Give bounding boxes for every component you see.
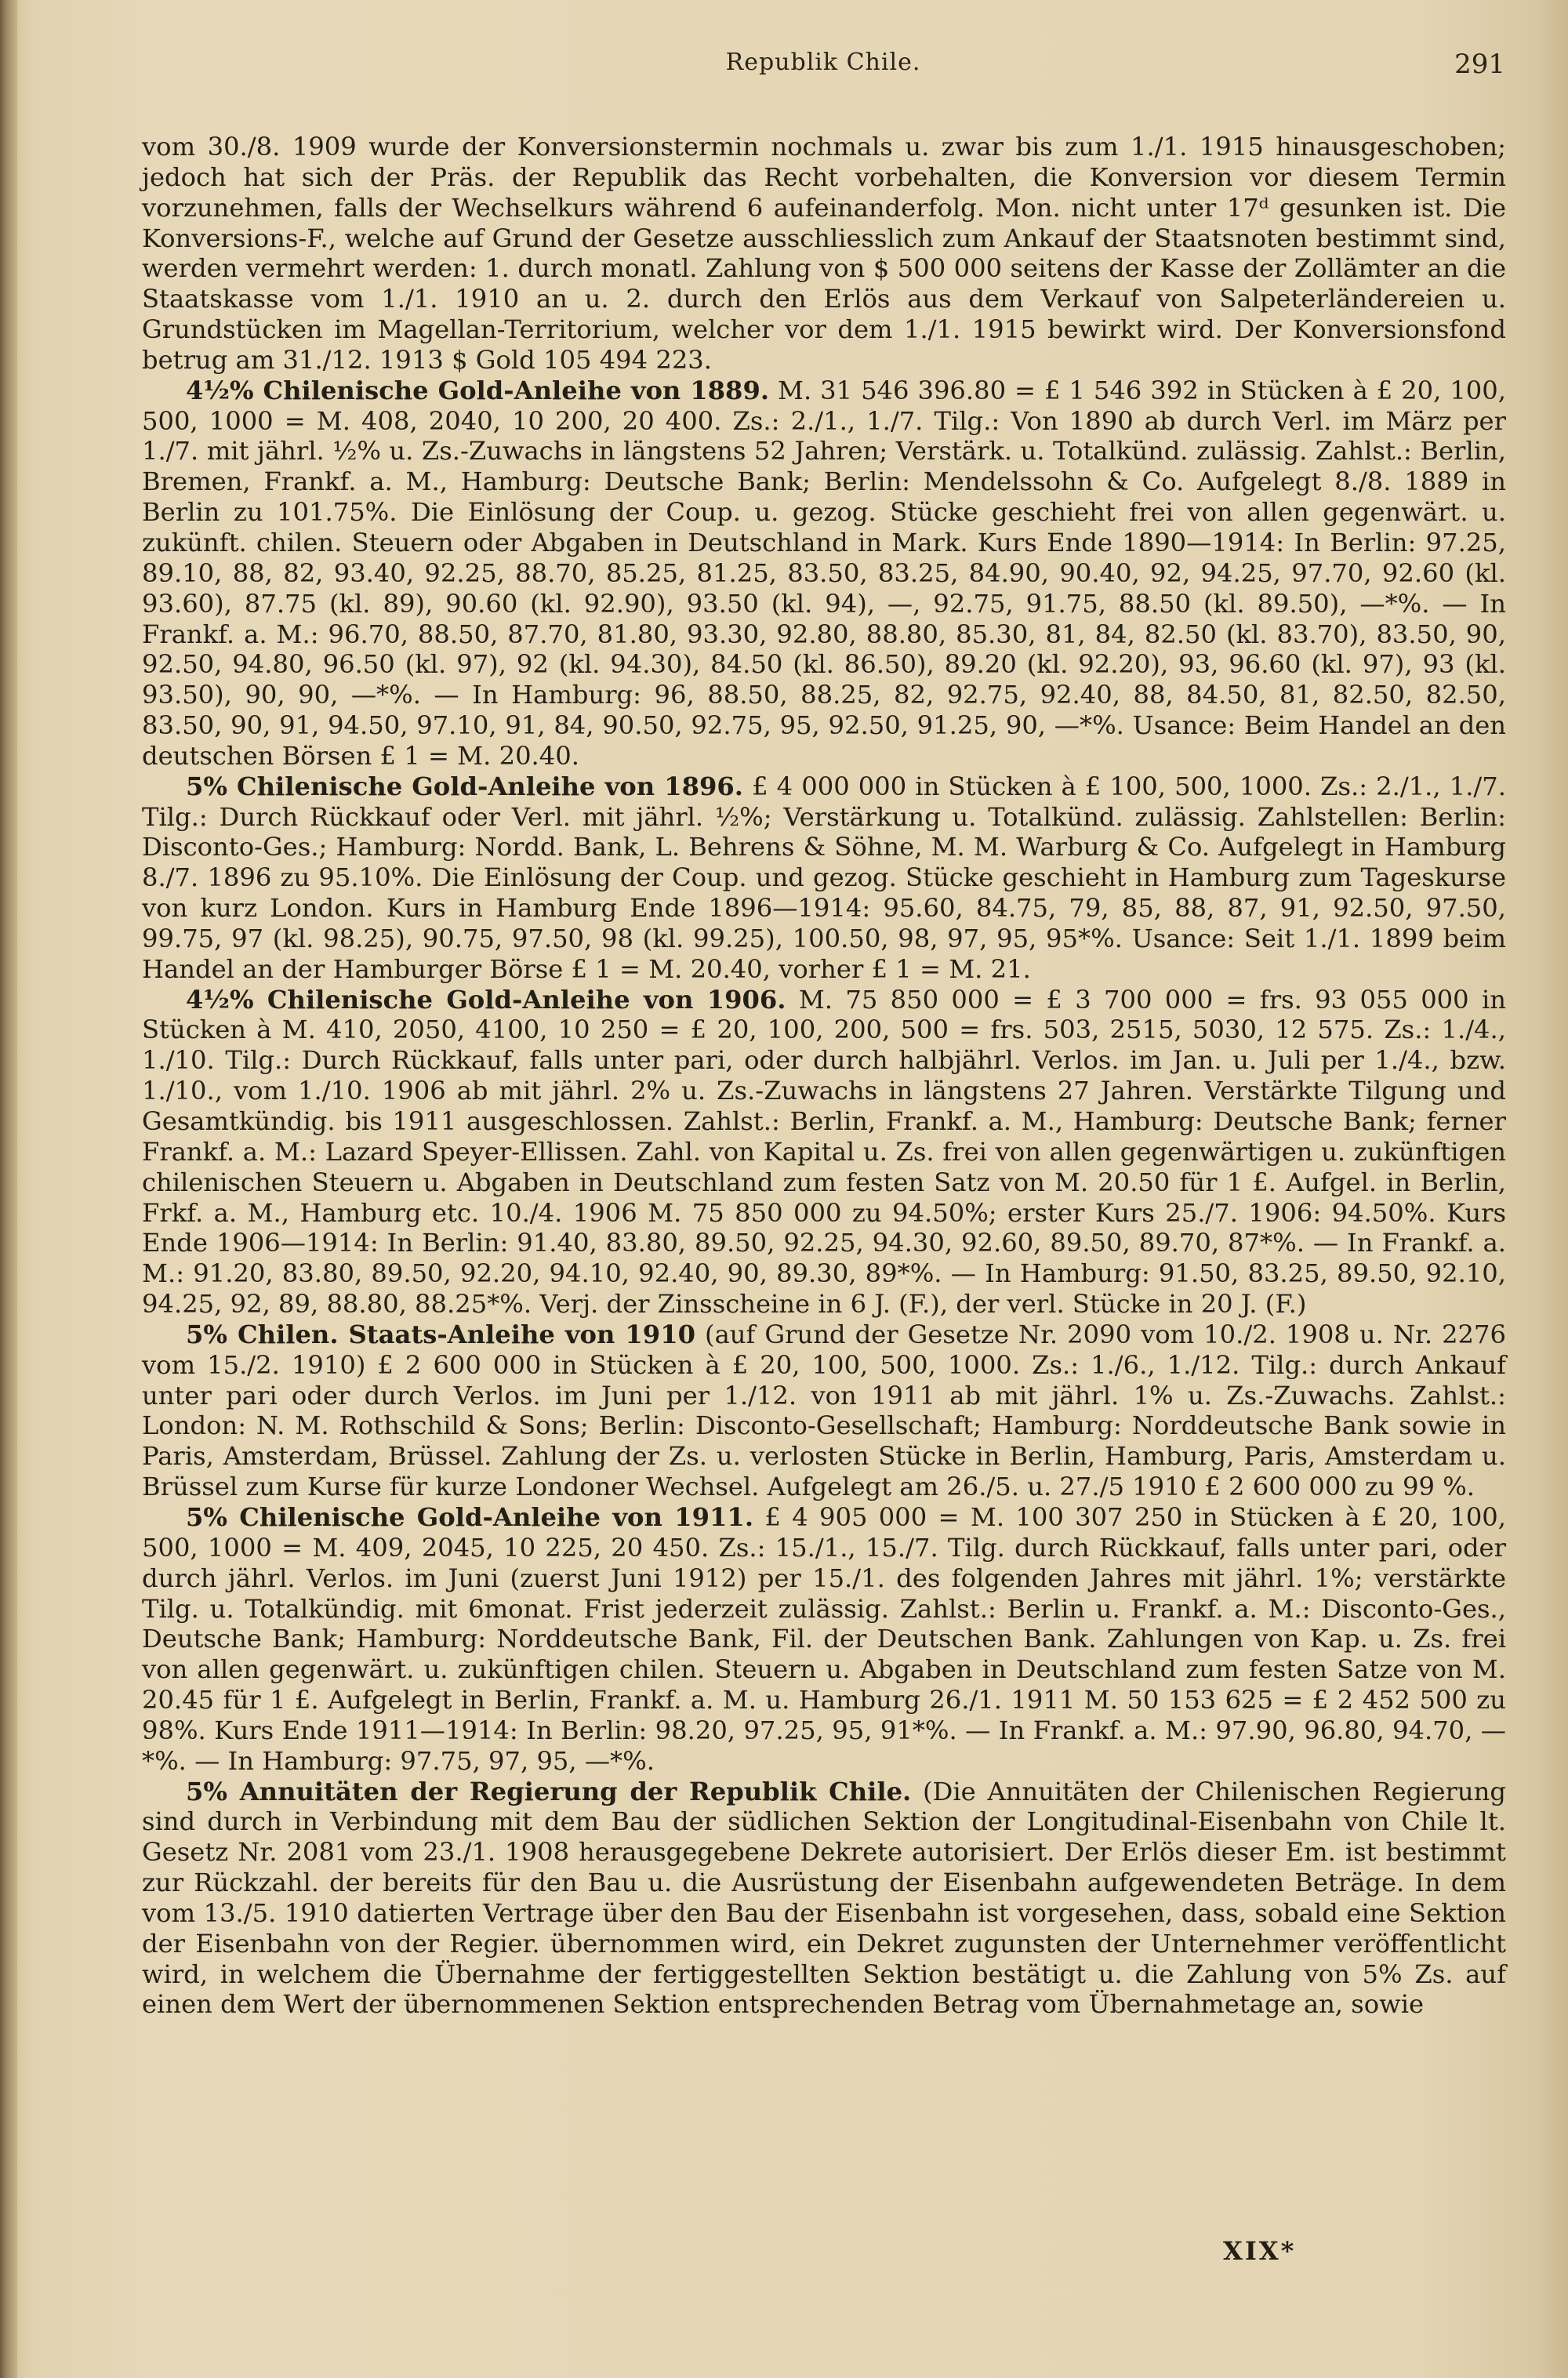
paragraph-loan-1896 <box>142 771 1506 985</box>
paragraph-loan-1889 <box>142 376 1506 771</box>
paragraph-text: vom 30./8. 1909 wurde der Konversionstermin nochmals u. zwar bis zum 1./1. 1915 hinausgeschoben; jedoch hat sich der Präs. der Republik das Recht vorbehalten, die Konversion vor diesem Termin vorzunehmen, falls der Wechselkurs während 6 aufeinanderfolg. Mon. nicht unter 17ᵈ gesunken ist. Die Konversions-F., welche auf Grund der Gesetze ausschliesslich zum Ankauf der Staatsnoten bestimmt sind, werden vermehrt werden: 1. durch monatl. Zahlung von $ 500 000 seitens der Kasse der Zollämter an die Staatskasse vom 1./1. 1910 an u. 2. durch den Erlös aus dem Verkauf von Salpeterländereien u. Grundstücken im Magellan-Territorium, welcher vor dem 1./1. 1915 bewirkt wird. Der Konversionsfond betrug am 31./12. 1913 $ Gold 105 494 223. <box>142 132 1506 375</box>
page-spine-shadow <box>0 0 17 2378</box>
page-number: 291 <box>1454 49 1505 80</box>
body-text <box>142 132 1506 2020</box>
signature-mark: XIX* <box>1223 2236 1297 2266</box>
paragraph-text: £ 4 905 000 = M. 100 307 250 in Stücken à £ 20, 100, 500, 1000 = M. 409, 2045, 10 225, 20 450. Zs.: 15./1., 15./7. Tilg. durch Rückkauf, falls unter pari, oder durch jährl. Verlos. im Juni (zuerst Juni 1912) per 15./1. des folgenden Jahres mit jährl. 1%; verstärkte Tilg. u. Totalkündig. mit 6monat. Frist jederzeit zulässig. Zahlst.: Berlin u. Frankf. a. M.: Disconto-Ges., Deutsche Bank; Hamburg: Norddeutsche Bank, Fil. der Deutschen Bank. Zahlungen von Kap. u. Zs. frei von allen gegenwärt. u. zukünftigen chilen. Steuern u. Abgaben in Deutschland zum festen Satze von M. 20.45 für 1 £. Aufgelegt in Berlin, Frankf. a. M. u. Hamburg 26./1. 1911 M. 50 153 625 = £ 2 452 500 zu 98%. Kurs Ende 1911—1914: In Berlin: 98.20, 97.25, 95, 91*%. — In Frankf. a. M.: 97.90, 96.80, 94.70, —*%. — In Hamburg: 97.75, 97, 95, —*%. <box>142 1501 1507 1776</box>
paragraph-loan-1906 <box>142 985 1506 1320</box>
paragraph-loan-1910 <box>142 1320 1506 1502</box>
paragraph-annuities <box>142 1777 1506 2020</box>
page-header <box>141 49 1505 83</box>
paragraph-text: (auf Grund der Gesetze Nr. 2090 vom 10./2. 1908 u. Nr. 2276 vom 15./2. 1910) £ 2 600 000 in Stücken à £ 20, 100, 500, 1000. Zs.: 1./6., 1./12. Tilg.: durch Ankauf unter pari oder durch Verlos. im Juni per 1./12. von 1911 ab mit jährl. 1% u. Zs.-Zuwachs. Zahlst.: London: N. M. Rothschild & Sons; Berlin: Disconto-Gesellschaft; Hamburg: Norddeutsche Bank sowie in Paris, Amsterdam, Brüssel. Zahlung der Zs. u. verlosten Stücke in Berlin, Hamburg, Paris, Amsterdam u. Brüssel zum Kurse für kurze Londoner Wechsel. Aufgelegt am 26./5. u. 27./5 1910 £ 2 600 000 zu 99 %. <box>142 1319 1506 1502</box>
paragraph-heading: 4½% Chilenische Gold-Anleihe von 1889. <box>186 375 770 405</box>
paragraph-text: M. 75 850 000 = £ 3 700 000 = frs. 93 055 000 in Stücken à M. 410, 2050, 4100, 10 250 = £ 20, 100, 200, 500 = frs. 503, 2515, 5030, 12 575. Zs.: 1./4., 1./10. Tilg.: Durch Rückkauf, falls unter pari, oder durch halbjährl. Verlos. im Jan. u. Juli per 1./4., bzw. 1./10., vom 1./10. 1906 ab mit jährl. 2% u. Zs.-Zuwachs in längstens 27 Jahren. Verstärkte Tilgung und Gesamtkündig. bis 1911 ausgeschlossen. Zahlst.: Berlin, Frankf. a. M., Hamburg: Deutsche Bank; ferner Frankf. a. M.: Lazard Speyer-Ellissen. Zahl. von Kapital u. Zs. frei von allen gegenwärtigen u. zukünftigen chilenischen Steuern u. Abgaben in Deutschland zum festen Satz von M. 20.50 für 1 £. Aufgel. in Berlin, Frkf. a. M., Hamburg etc. 10./4. 1906 M. 75 850 000 zu 94.50%; erster Kurs 25./7. 1906: 94.50%. Kurs Ende 1906—1914: In Berlin: 91.40, 83.80, 89.50, 92.25, 94.30, 92.60, 89.50, 89.70, 87*%. — In Frankf. a. M.: 91.20, 83.80, 89.50, 92.20, 94.10, 92.40, 90, 89.30, 89*%. — In Hamburg: 91.50, 83.25, 89.50, 92.10, 94.25, 92, 89, 88.80, 88.25*%. Verj. der Zinsscheine in 6 J. (F.), der verl. Stücke in 20 J. (F.) <box>142 984 1506 1320</box>
paragraph-heading: 5% Annuitäten der Regierung der Republik Chile. <box>186 1776 912 1806</box>
paragraph-heading: 5% Chilen. Staats-Anleihe von 1910 <box>186 1319 695 1349</box>
paragraph-heading: 4½% Chilenische Gold-Anleihe von 1906. <box>186 984 786 1015</box>
paragraph-heading: 5% Chilenische Gold-Anleihe von 1911. <box>186 1501 754 1532</box>
paragraph-conversion-fund <box>142 132 1506 376</box>
paragraph-text: M. 31 546 396.80 = £ 1 546 392 in Stücken à £ 20, 100, 500, 1000 = M. 408, 2040, 10 200, 20 400. Zs.: 2./1., 1./7. Tilg.: Von 1890 ab durch Verl. im März per 1./7. mit jährl. ½% u. Zs.-Zuwachs in längstens 52 Jahren; Verstärk. u. Totalkünd. zulässig. Zahlst.: Berlin, Bremen, Frankf. a. M., Hamburg: Deutsche Bank; Berlin: Mendelssohn & Co. Aufgelegt 8./8. 1889 in Berlin zu 101.75%. Die Einlösung der Coup. u. gezog. Stücke geschieht frei von allen gegenwärt. u. zukünft. chilen. Steuern oder Abgaben in Deutschland in Mark. Kurs Ende 1890—1914: In Berlin: 97.25, 89.10, 88, 82, 93.40, 92.25, 88.70, 85.25, 81.25, 83.50, 83.25, 84.90, 90.40, 92, 94.25, 97.70, 92.60 (kl. 93.60), 87.75 (kl. 89), 90.60 (kl. 92.90), 93.50 (kl. 94), —, 92.75, 91.75, 88.50 (kl. 89.50), —*%. — In Frankf. a. M.: 96.70, 88.50, 87.70, 81.80, 93.30, 92.80, 88.80, 85.30, 81, 84, 82.50 (kl. 83.70), 83.50, 90, 92.50, 94.80, 96.50 (kl. 97), 92 (kl. 94.30), 84.50 (kl. 86.50), 89.20 (kl. 92.20), 93, 96.60 (kl. 97), 93 (kl. 93.50), 90, 90, —*%. — In Hamburg: 96, 88.50, 88.25, 82, 92.75, 92.40, 88, 84.50, 81, 82.50, 82.50, 83.50, 90, 91, 94.50, 97.10, 91, 84, 90.50, 92.75, 95, 92.50, 91.25, 90, —*%. Usance: Beim Handel an den deutschen Börsen £ 1 = M. 20.40. <box>142 375 1506 771</box>
paragraph-loan-1911 <box>142 1502 1506 1777</box>
paragraph-text: (Die Annuitäten der Chilenischen Regierung sind durch in Verbindung mit dem Bau der südlichen Sektion der Longitudinal-Eisenbahn von Chile lt. Gesetz Nr. 2081 vom 23./1. 1908 herausgegebene Dekrete autorisiert. Der Erlös dieser Em. ist bestimmt zur Rückzahl. der bereits für den Bau u. die Ausrüstung der Eisenbahn aufgewendeten Beträge. In dem vom 13./5. 1910 datierten Vertrage über den Bau der Eisenbahn ist vorgesehen, dass, sobald eine Sektion der Eisenbahn von der Regier. übernommen wird, ein Dekret zugunsten der Unternehmer veröffentlicht wird, in welchem die Übernahme der fertiggestellten Sektion bestätigt u. die Zahlung von 5% Zs. auf einen dem Wert der übernommenen Sektion entsprechenden Betrag vom Übernahmetage an, sowie <box>142 1776 1506 2020</box>
paragraph-heading: 5% Chilenische Gold-Anleihe von 1896. <box>186 771 744 801</box>
running-title: Republik Chile. <box>725 49 921 76</box>
paragraph-text: £ 4 000 000 in Stücken à £ 100, 500, 1000. Zs.: 2./1., 1./7. Tilg.: Durch Rückkauf oder Verl. mit jährl. ½%; Verstärkung u. Totalkünd. zulässig. Zahlstellen: Berlin: Disconto-Ges.; Hamburg: Nordd. Bank, L. Behrens & Söhne, M. M. Warburg & Co. Aufgelegt in Hamburg 8./7. 1896 zu 95.10%. Die Einlösung der Coup. und gezog. Stücke geschieht in Hamburg zum Tageskurse von kurz London. Kurs in Hamburg Ende 1896—1914: 95.60, 84.75, 79, 85, 88, 87, 91, 92.50, 97.50, 99.75, 97 (kl. 98.25), 90.75, 97.50, 98 (kl. 99.25), 100.50, 98, 97, 95, 95*%. Usance: Seit 1./1. 1899 beim Handel an der Hamburger Börse £ 1 = M. 20.40, vorher £ 1 = M. 21. <box>142 771 1506 984</box>
